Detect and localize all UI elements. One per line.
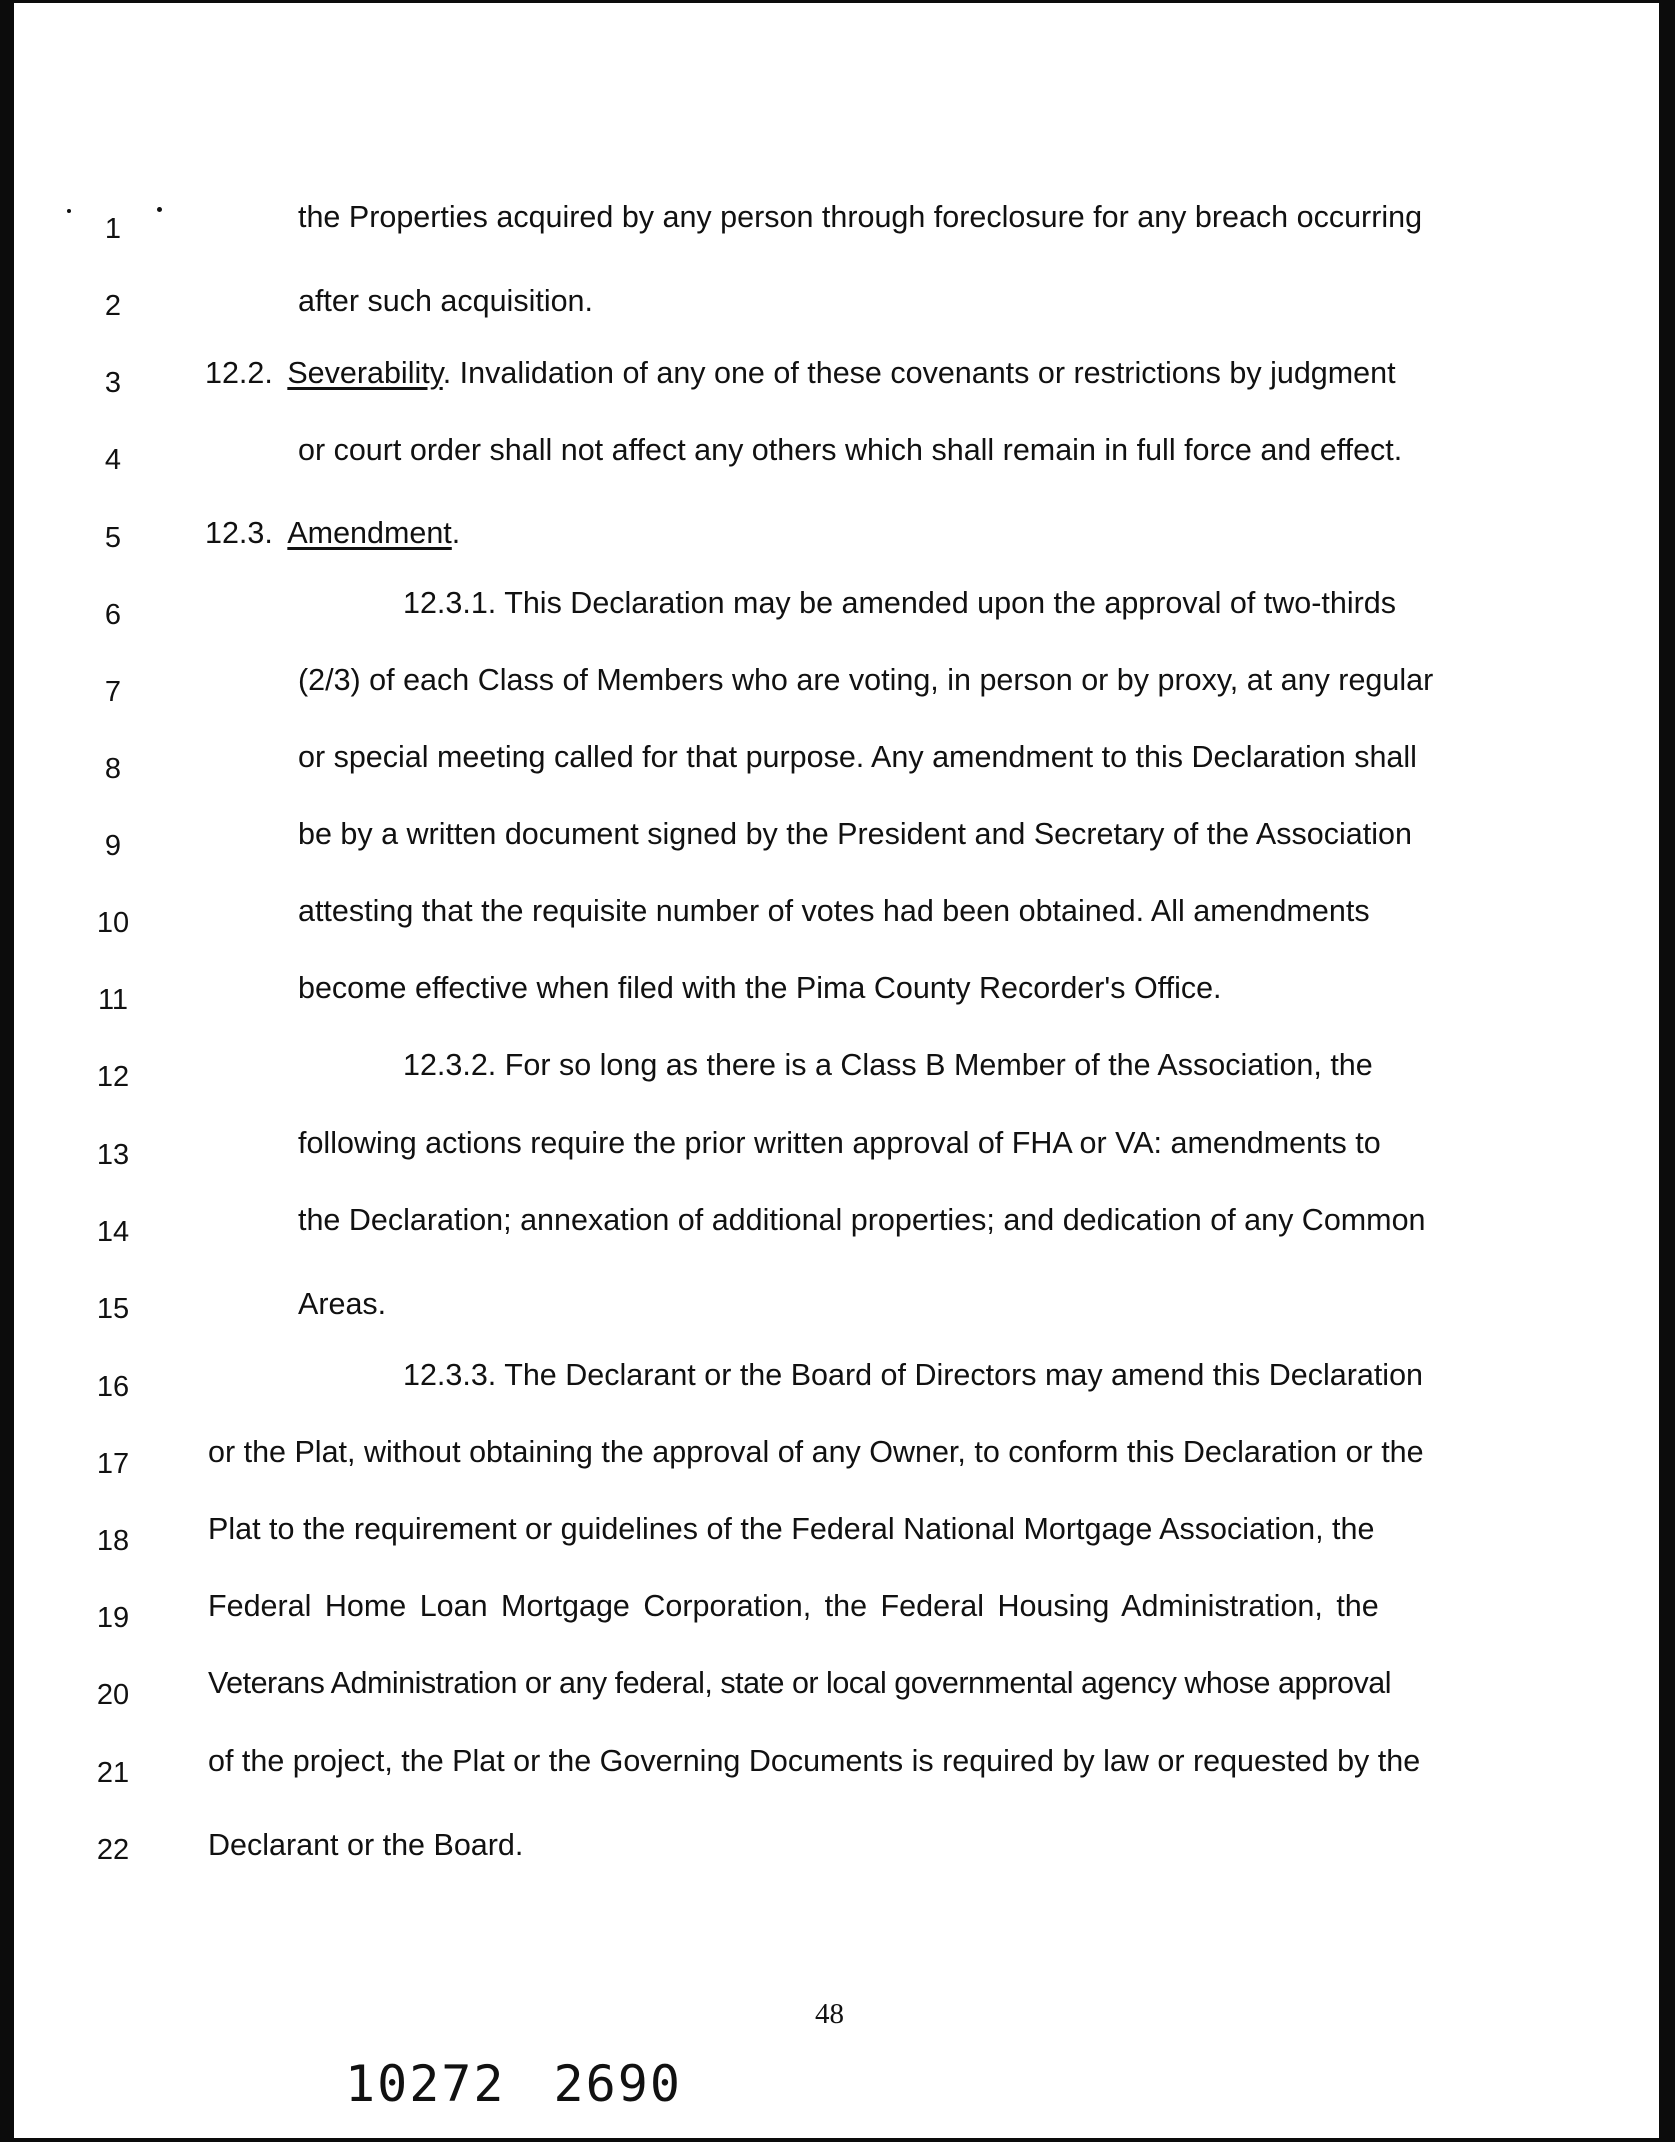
text-line: or court order shall not affect any others which shall remain in full force and effect. [298,433,1403,467]
line-number: 19 [96,1602,130,1634]
text-line: the Declaration; annexation of additional properties; and dedication of any Common [298,1203,1426,1237]
text-line: or the Plat, without obtaining the approval of any Owner, to conform this Declaration or the [208,1435,1424,1469]
scan-speck [67,209,71,213]
text-line: the Properties acquired by any person through foreclosure for any breach occurring [298,200,1423,234]
recording-page: 2690 [553,2055,682,2113]
text-line: Veterans Administration or any federal, state or local governmental agency whose approval [208,1666,1391,1700]
recording-number [345,2055,682,2113]
line-number: 16 [96,1371,130,1403]
text-line: after such acquisition. [298,284,593,318]
line-number: 18 [96,1525,130,1557]
text-line: following actions require the prior written approval of FHA or VA: amendments to [298,1126,1381,1160]
line-number: 21 [96,1757,130,1789]
line-number: 17 [96,1448,130,1480]
text-line: Plat to the requirement or guidelines of the Federal National Mortgage Association, the [208,1512,1375,1546]
text-line: 12.3.2. For so long as there is a Class B Member of the Association, the [403,1048,1373,1082]
line-number: 6 [104,599,122,631]
text-line: 12.3.1. This Declaration may be amended upon the approval of two-thirds [403,586,1396,620]
section-heading: Amendment [287,516,452,550]
line-number: 9 [104,830,122,862]
line-number: 14 [96,1216,130,1248]
text-line: of the project, the Plat or the Governing Documents is required by law or requested by the [208,1744,1421,1778]
text-line: attesting that the requisite number of votes had been obtained. All amendments [298,894,1370,928]
section-line [205,356,1396,390]
section-heading: Severability [287,356,443,390]
line-number: 5 [104,522,122,554]
text-line: Federal Home Loan Mortgage Corporation, the Federal Housing Administration, the [208,1589,1379,1623]
recording-book: 10272 [345,2055,506,2113]
line-number: 1 [104,213,122,245]
text-line: Areas. [298,1287,387,1321]
text-line: Declarant or the Board. [208,1828,524,1862]
section-line [205,516,460,550]
text-line: or special meeting called for that purpose. Any amendment to this Declaration shall [298,740,1417,774]
line-number: 11 [97,984,129,1016]
page-number: 48 [815,1998,844,2030]
line-number: 22 [96,1834,130,1866]
section-number: 12.3. [205,516,273,550]
section-text: . [451,516,461,550]
text-line: (2/3) of each Class of Members who are voting, in person or by proxy, at any regular [298,663,1434,697]
line-number: 7 [104,676,122,708]
section-number: 12.2. [205,356,273,390]
line-number: 13 [96,1139,130,1171]
line-number: 15 [96,1293,130,1325]
line-number: 3 [104,367,122,399]
section-text: . Invalidation of any one of these covenants or restrictions by judgment [442,356,1396,390]
line-number: 2 [104,290,122,322]
line-number: 8 [104,753,122,785]
line-number: 12 [96,1061,130,1093]
text-line: 12.3.3. The Declarant or the Board of Directors may amend this Declaration [403,1358,1423,1392]
text-line: be by a written document signed by the President and Secretary of the Association [298,817,1412,851]
line-number: 4 [104,444,122,476]
line-number: 20 [96,1679,130,1711]
scan-speck [157,207,162,212]
text-line: become effective when filed with the Pima County Recorder's Office. [298,971,1222,1005]
line-number: 10 [96,907,130,939]
